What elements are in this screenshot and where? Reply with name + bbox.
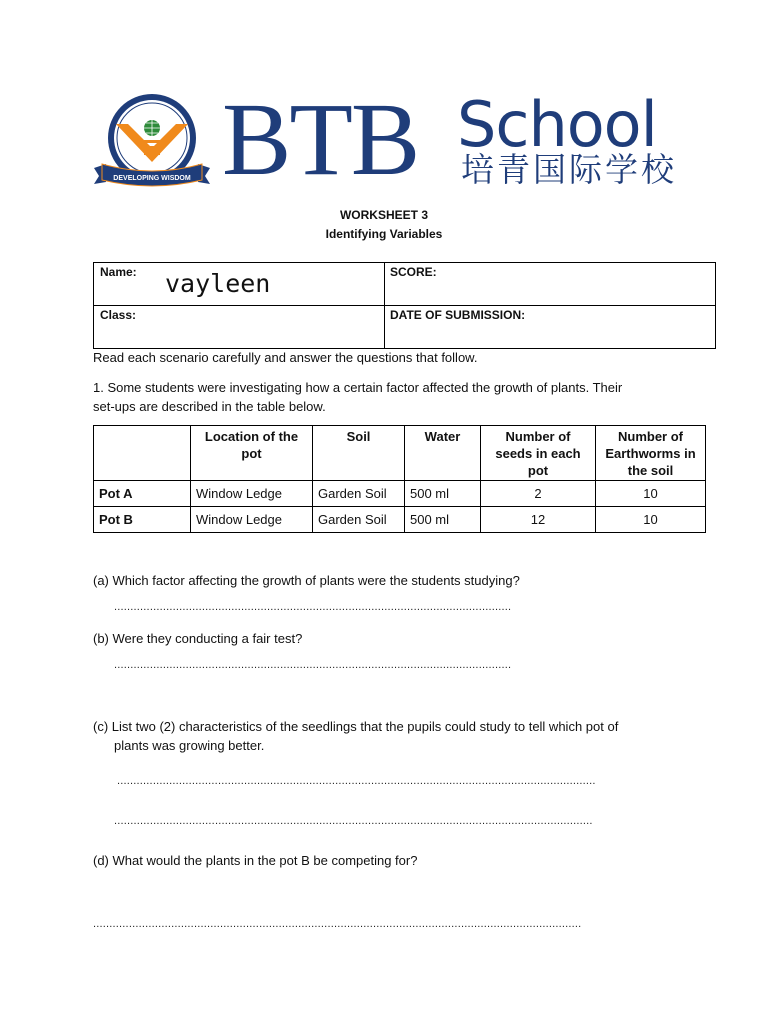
table-cell: Window Ledge <box>191 507 313 533</box>
instructions-text: Read each scenario carefully and answer the questions that follow. <box>93 350 478 365</box>
question-d-text: (d) What would the plants in the pot B be competing for? <box>93 853 418 868</box>
answer-line-c-1[interactable]: ................................................................................................................................................... <box>117 775 596 787</box>
table-header-soil: Soil <box>313 426 405 481</box>
table-cell: Garden Soil <box>313 481 405 507</box>
question-a-text: (a) Which factor affecting the growth of plants were the students studying? <box>93 573 520 588</box>
question-b-text: (b) Were they conducting a fair test? <box>93 631 303 646</box>
table-header-seeds: Number of seeds in each pot <box>481 426 596 481</box>
brand-secondary-text: School <box>457 88 657 161</box>
table-cell: 500 ml <box>405 481 481 507</box>
answer-line-c-2[interactable]: ................................................................................................................................................... <box>114 815 593 827</box>
answer-line-b[interactable]: .......................................................................................................................... <box>114 659 512 671</box>
brand-chinese-text: 培青国际学校 <box>461 150 677 189</box>
table-header-empty <box>94 426 191 481</box>
name-label: Name: <box>100 265 137 279</box>
question-c-line-1: (c) List two (2) characteristics of the seedlings that the pupils could study to tell which pot of <box>93 719 619 734</box>
emblem-ribbon-text: DEVELOPING WISDOM <box>113 175 191 182</box>
name-value[interactable]: vayleen <box>165 269 271 298</box>
table-cell: 10 <box>596 481 706 507</box>
student-info-table <box>93 262 716 349</box>
class-label: Class: <box>100 308 137 322</box>
table-row <box>94 507 706 533</box>
table-cell: 10 <box>596 507 706 533</box>
table-cell: Pot A <box>94 481 191 507</box>
table-cell: 500 ml <box>405 507 481 533</box>
date-of-submission-label: DATE OF SUBMISSION: <box>390 308 526 322</box>
worksheet-title: WORKSHEET 3 <box>339 208 428 222</box>
table-header-water: Water <box>405 426 481 481</box>
table-cell: 2 <box>481 481 596 507</box>
table-header-location: Location of the pot <box>191 426 313 481</box>
table-cell: Pot B <box>94 507 191 533</box>
worksheet-subtitle: Identifying Variables <box>325 227 443 241</box>
table-header-earthworms: Number of Earthworms in the soil <box>596 426 706 481</box>
school-emblem-logo <box>92 92 212 192</box>
table-cell: Window Ledge <box>191 481 313 507</box>
question-1-line-2: set-ups are described in the table below. <box>93 399 326 414</box>
question-c-line-2: plants was growing better. <box>114 738 265 753</box>
answer-line-a[interactable]: .......................................................................................................................... <box>114 601 512 613</box>
table-row <box>94 481 706 507</box>
experiment-setup-table <box>93 425 706 533</box>
table-cell: Garden Soil <box>313 507 405 533</box>
question-1-line-1: 1. Some students were investigating how a certain factor affected the growth of plants. Their <box>93 380 623 395</box>
table-cell: 12 <box>481 507 596 533</box>
score-label: SCORE: <box>390 265 437 279</box>
brand-main-text: BTB <box>222 82 419 197</box>
answer-line-d[interactable]: ...................................................................................................................................................... <box>93 918 582 930</box>
